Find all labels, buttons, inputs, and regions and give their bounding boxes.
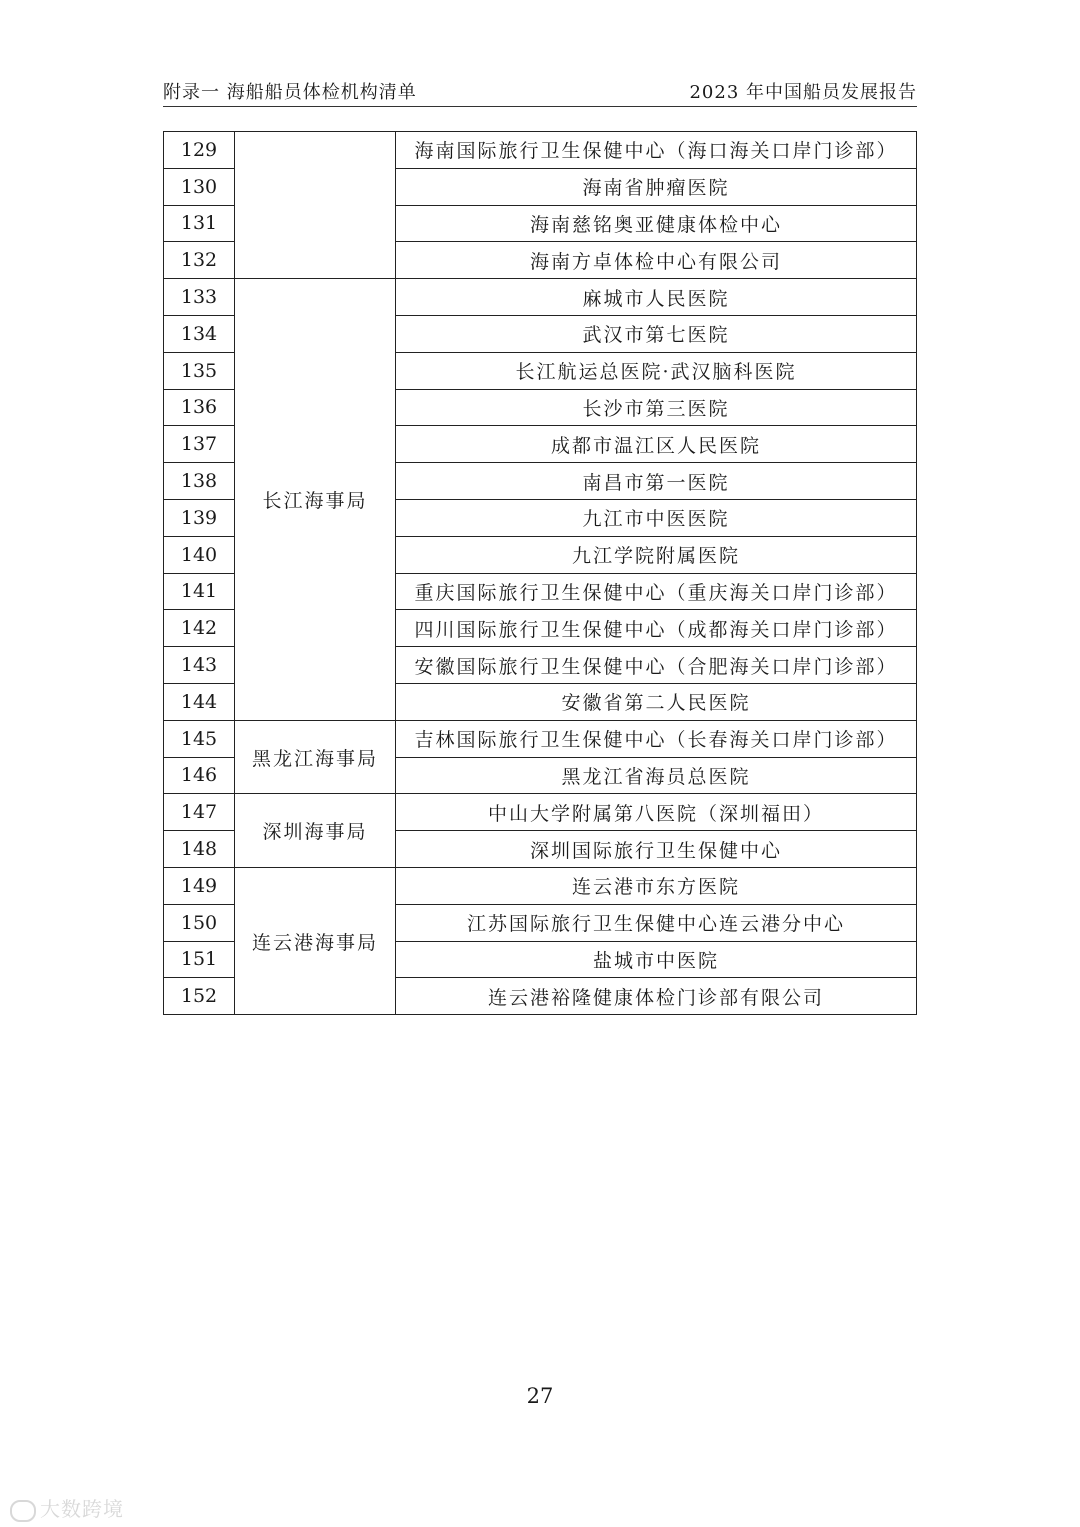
institution-table (163, 131, 917, 1015)
row-number: 148 (164, 831, 235, 868)
table-row (164, 794, 917, 831)
institution-name: 黑龙江省海员总医院 (396, 757, 917, 794)
institution-name: 南昌市第一医院 (396, 463, 917, 500)
row-number: 146 (164, 757, 235, 794)
authority-cell: 黑龙江海事局 (235, 720, 396, 794)
institution-name: 海南国际旅行卫生保健中心（海口海关口岸门诊部） (396, 132, 917, 169)
authority-cell (235, 132, 396, 279)
row-number: 136 (164, 389, 235, 426)
row-number: 150 (164, 904, 235, 941)
row-number: 134 (164, 315, 235, 352)
institution-name: 重庆国际旅行卫生保健中心（重庆海关口岸门诊部） (396, 573, 917, 610)
row-number: 129 (164, 132, 235, 169)
institution-name: 中山大学附属第八医院（深圳福田） (396, 794, 917, 831)
row-number: 143 (164, 647, 235, 684)
watermark (10, 1493, 124, 1522)
row-number: 141 (164, 573, 235, 610)
watermark-logo-icon (10, 1500, 36, 1522)
row-number: 133 (164, 279, 235, 316)
watermark-text: 大数跨境 (40, 1497, 124, 1521)
row-number: 138 (164, 463, 235, 500)
institution-name: 海南方卓体检中心有限公司 (396, 242, 917, 279)
row-number: 149 (164, 867, 235, 904)
row-number: 144 (164, 683, 235, 720)
authority-cell: 长江海事局 (235, 279, 396, 721)
row-number: 151 (164, 941, 235, 978)
authority-cell: 连云港海事局 (235, 867, 396, 1014)
page-number: 27 (526, 1384, 554, 1408)
institution-name: 安徽省第二人民医院 (396, 683, 917, 720)
institution-name: 盐城市中医院 (396, 941, 917, 978)
institution-name: 深圳国际旅行卫生保健中心 (396, 831, 917, 868)
row-number: 139 (164, 499, 235, 536)
header-section-title: 附录一 海船船员体检机构清单 (163, 82, 417, 103)
page-header (163, 76, 917, 107)
row-number: 142 (164, 610, 235, 647)
table-row (164, 132, 917, 169)
table-row (164, 867, 917, 904)
institution-name: 麻城市人民医院 (396, 279, 917, 316)
institution-name: 吉林国际旅行卫生保健中心（长春海关口岸门诊部） (396, 720, 917, 757)
institution-name: 海南省肿瘤医院 (396, 168, 917, 205)
authority-cell: 深圳海事局 (235, 794, 396, 868)
row-number: 137 (164, 426, 235, 463)
institution-name: 四川国际旅行卫生保健中心（成都海关口岸门诊部） (396, 610, 917, 647)
institution-name: 九江学院附属医院 (396, 536, 917, 573)
institution-name: 九江市中医医院 (396, 499, 917, 536)
row-number: 147 (164, 794, 235, 831)
row-number: 131 (164, 205, 235, 242)
institution-name: 海南慈铭奥亚健康体检中心 (396, 205, 917, 242)
institution-name: 连云港裕隆健康体检门诊部有限公司 (396, 978, 917, 1015)
institution-name: 江苏国际旅行卫生保健中心连云港分中心 (396, 904, 917, 941)
table-row (164, 279, 917, 316)
institution-name: 连云港市东方医院 (396, 867, 917, 904)
row-number: 135 (164, 352, 235, 389)
institution-name: 长沙市第三医院 (396, 389, 917, 426)
institution-name: 长江航运总医院·武汉脑科医院 (396, 352, 917, 389)
institution-name: 成都市温江区人民医院 (396, 426, 917, 463)
row-number: 140 (164, 536, 235, 573)
institution-name: 武汉市第七医院 (396, 315, 917, 352)
row-number: 132 (164, 242, 235, 279)
row-number: 152 (164, 978, 235, 1015)
table-row (164, 720, 917, 757)
institution-name: 安徽国际旅行卫生保健中心（合肥海关口岸门诊部） (396, 647, 917, 684)
row-number: 130 (164, 168, 235, 205)
header-report-title: 2023 年中国船员发展报告 (689, 82, 917, 103)
row-number: 145 (164, 720, 235, 757)
